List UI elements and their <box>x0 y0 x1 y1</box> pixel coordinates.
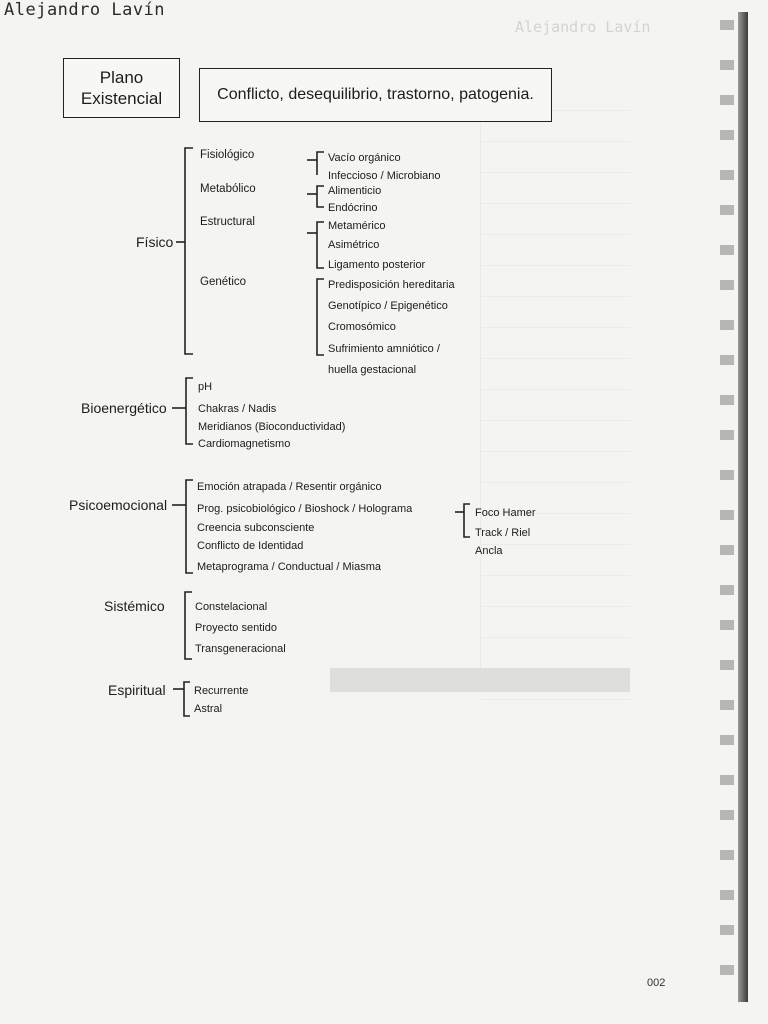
item-metamerico: Metamérico <box>328 220 386 232</box>
item-transgeneracional: Transgeneracional <box>195 643 286 655</box>
item-meridianos: Meridianos (Bioconductividad) <box>198 421 346 433</box>
item-chakras: Chakras / Nadis <box>198 403 277 415</box>
item-cardiomagnetismo: Cardiomagnetismo <box>198 438 291 450</box>
bracket-fisico <box>185 148 193 354</box>
bracket-fisiologico <box>317 152 324 175</box>
bracket-bioenergetico <box>186 378 193 444</box>
item-asimetrico: Asimétrico <box>328 239 380 251</box>
item-ligamento: Ligamento posterior <box>328 259 426 271</box>
sub-metabolico: Metabólico <box>200 183 256 195</box>
item-predisposicion: Predisposición hereditaria <box>328 279 455 291</box>
page-number: 002 <box>647 977 666 989</box>
item-infeccioso: Infeccioso / Microbiano <box>328 170 441 182</box>
bracket-sistemico <box>185 592 192 659</box>
title-line-1: Plano <box>99 68 144 87</box>
category-espiritual: Espiritual <box>108 682 166 698</box>
category-psicoemocional: Psicoemocional <box>69 497 168 513</box>
item-recurrente: Recurrente <box>194 685 249 697</box>
item-genotipico: Genotípico / Epigenético <box>328 300 448 312</box>
item-vacio-organico: Vacío orgánico <box>328 152 401 164</box>
title-line-2: Existencial <box>80 89 163 108</box>
sub-fisiologico: Fisiológico <box>200 149 255 161</box>
item-astral: Astral <box>194 703 223 715</box>
bracket-metabolico <box>317 186 324 207</box>
item-huella: huella gestacional <box>328 364 417 376</box>
bracket-espiritual <box>184 682 190 716</box>
item-alimenticio: Alimenticio <box>328 185 382 197</box>
item-prog-psicobiologico: Prog. psicobiológico / Bioshock / Holograma <box>197 503 413 515</box>
item-endocrino: Endócrino <box>328 202 378 214</box>
item-proyecto-sentido: Proyecto sentido <box>195 622 277 634</box>
bracket-foco <box>464 504 470 537</box>
item-conflicto-identidad: Conflicto de Identidad <box>197 540 304 552</box>
item-ancla: Ancla <box>475 545 503 557</box>
item-creencia: Creencia subconsciente <box>197 522 315 534</box>
sub-estructural: Estructural <box>200 216 255 228</box>
bracket-estructural <box>317 222 324 268</box>
item-metaprograma: Metaprograma / Conductual / Miasma <box>197 561 382 573</box>
conflicto-box: Conflicto, desequilibrio, trastorno, patogenia. <box>199 68 552 122</box>
item-emocion-atrapada: Emoción atrapada / Resentir orgánico <box>197 481 382 493</box>
item-foco-hamer: Foco Hamer <box>475 507 536 519</box>
category-sistemico: Sistémico <box>104 598 165 614</box>
author-header: Alejandro Lavín <box>4 0 166 20</box>
category-fisico: Físico <box>136 234 174 250</box>
category-bioenergetico: Bioenergético <box>81 400 167 416</box>
item-sufrimiento: Sufrimiento amniótico / <box>328 343 440 355</box>
item-constelacional: Constelacional <box>195 601 268 613</box>
bracket-psicoemocional <box>186 480 193 573</box>
sub-genetico: Genético <box>200 276 247 288</box>
item-cromosomico: Cromosómico <box>328 321 396 333</box>
bleed-through-text: Alejandro Lavín <box>515 18 651 36</box>
item-ph: pH <box>198 381 213 393</box>
bracket-genetico <box>317 279 324 355</box>
item-track-riel: Track / Riel <box>475 527 531 539</box>
